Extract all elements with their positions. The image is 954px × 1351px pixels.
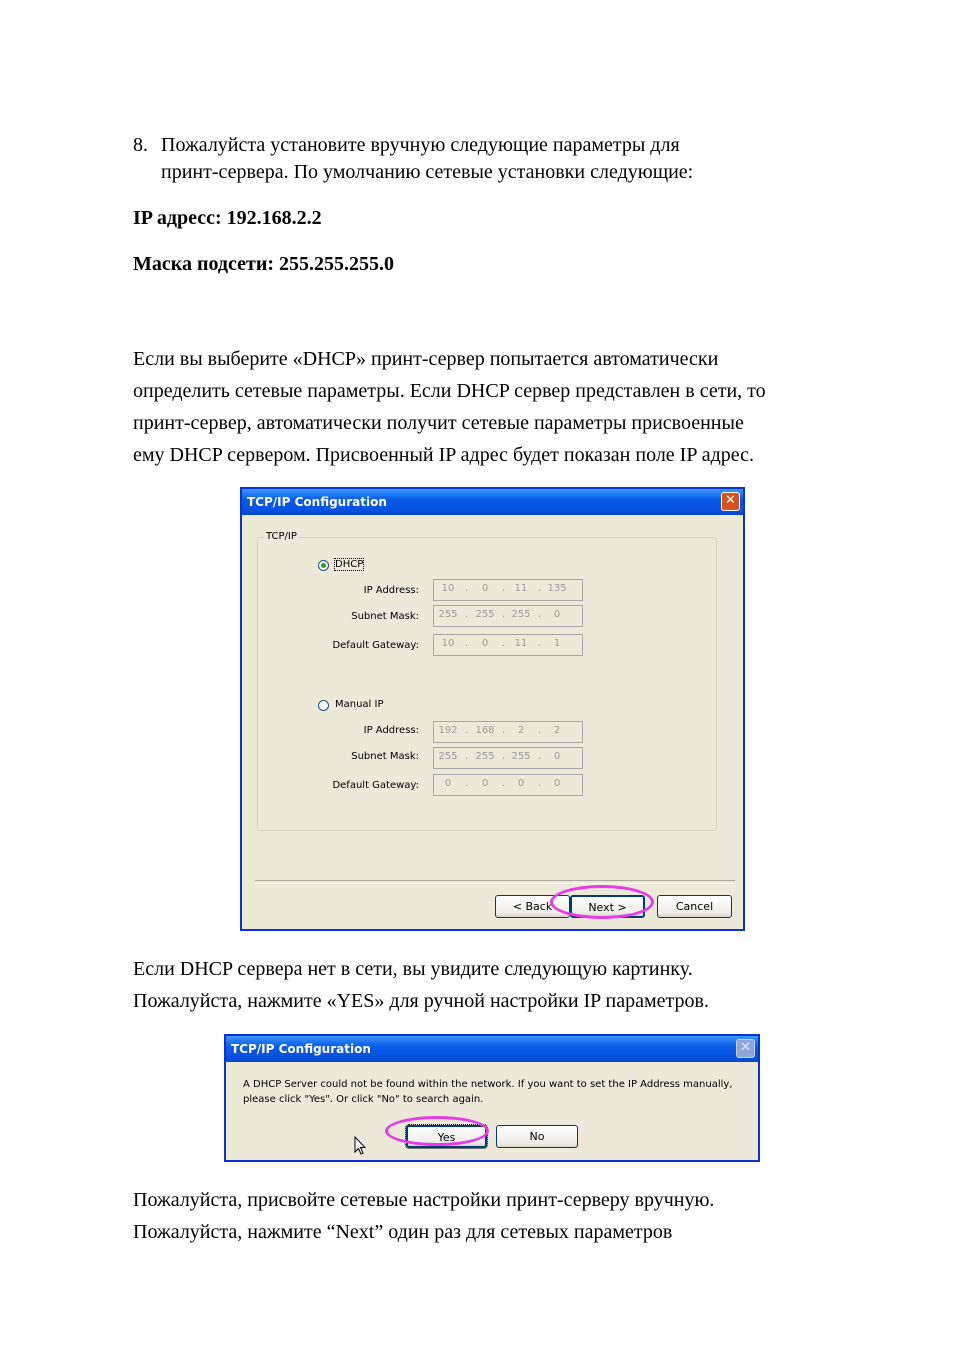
dhcp-not-found-dialog — [224, 1034, 760, 1162]
dhcp-ip-label: IP Address: — [363, 585, 419, 596]
no-dhcp-paragraph-line-1: Если DHCP сервера нет в сети, вы увидите следующую картинку. — [133, 958, 693, 980]
dhcp-radio-label[interactable]: DHCP — [335, 559, 364, 570]
cancel-button[interactable]: Cancel — [657, 895, 732, 918]
manual-mask-label: Subnet Mask: — [351, 751, 419, 762]
tcpip-group-label: TCP/IP — [266, 531, 297, 542]
final-paragraph-line-1: Пожалуйста, присвойте сетевые настройки принт-серверу вручную. — [133, 1189, 715, 1211]
next-button[interactable]: Next > — [570, 895, 645, 918]
tcpip-config-dialog — [240, 487, 745, 931]
dialog2-message-line-1: A DHCP Server could not be found within the network. If you want to set the IP Address manually, — [243, 1079, 733, 1090]
default-mask: Маска подсети: 255.255.255.0 — [133, 253, 395, 275]
dialog-title: TCP/IP Configuration — [242, 489, 743, 515]
dhcp-paragraph-line-4: ему DHCP сервером. Присвоенный IP адрес будет показан поле IP адрес. — [133, 444, 755, 466]
back-button[interactable]: < Back — [495, 895, 570, 918]
final-paragraph-line-2: Пожалуйста, нажмите “Next” один раз для сетевых параметров — [133, 1221, 673, 1243]
button-separator — [255, 880, 735, 884]
close-icon[interactable]: ✕ — [721, 492, 740, 511]
next-highlight-ellipse — [550, 885, 654, 919]
dhcp-paragraph-line-2: определить сетевые параметры. Если DHCP сервер представлен в сети, то — [133, 380, 766, 402]
list-item-number: 8. — [133, 134, 148, 156]
dhcp-mask-label: Subnet Mask: — [351, 611, 419, 622]
manual-ip-radio[interactable] — [318, 700, 329, 711]
dhcp-gateway-field[interactable]: 10 . 0 . 11 . 1 — [433, 634, 583, 656]
list-item-line-2: принт-сервера. По умолчанию сетевые установки следующие: — [161, 161, 694, 183]
dhcp-mask-field[interactable]: 255 . 255 . 255 . 0 — [433, 605, 583, 627]
dhcp-ip-field[interactable]: 10 . 0 . 11 . 135 — [433, 579, 583, 601]
manual-gateway-label: Default Gateway: — [332, 780, 419, 791]
no-dhcp-paragraph-line-2: Пожалуйста, нажмите «YES» для ручной настройки IP параметров. — [133, 990, 709, 1012]
close-icon: ✕ — [736, 1039, 755, 1058]
manual-gateway-field[interactable]: 0 . 0 . 0 . 0 — [433, 774, 583, 796]
dhcp-paragraph-line-3: принт-сервер, автоматически получит сетевые параметры присвоенные — [133, 412, 744, 434]
dhcp-paragraph-line-1: Если вы выберите «DHCP» принт-сервер попытается автоматически — [133, 348, 719, 370]
manual-ip-radio-label[interactable]: Manual IP — [335, 699, 384, 710]
dialog2-title: TCP/IP Configuration — [226, 1036, 758, 1062]
yes-highlight-ellipse — [385, 1116, 489, 1146]
yes-button[interactable]: Yes — [406, 1125, 487, 1148]
dhcp-radio[interactable] — [318, 560, 329, 571]
mouse-cursor-icon — [354, 1136, 366, 1156]
dialog2-message-line-2: please click "Yes". Or click "No" to search again. — [243, 1094, 484, 1105]
manual-ip-label: IP Address: — [363, 725, 419, 736]
manual-mask-field[interactable]: 255 . 255 . 255 . 0 — [433, 747, 583, 769]
default-ip: IP адресс: 192.168.2.2 — [133, 207, 322, 229]
list-item-text — [161, 132, 861, 186]
list-item-line-1: Пожалуйста установите вручную следующие параметры для — [161, 134, 680, 156]
no-button[interactable]: No — [496, 1125, 578, 1148]
manual-ip-field[interactable]: 192 . 168 . 2 . 2 — [433, 721, 583, 743]
dhcp-gateway-label: Default Gateway: — [332, 640, 419, 651]
